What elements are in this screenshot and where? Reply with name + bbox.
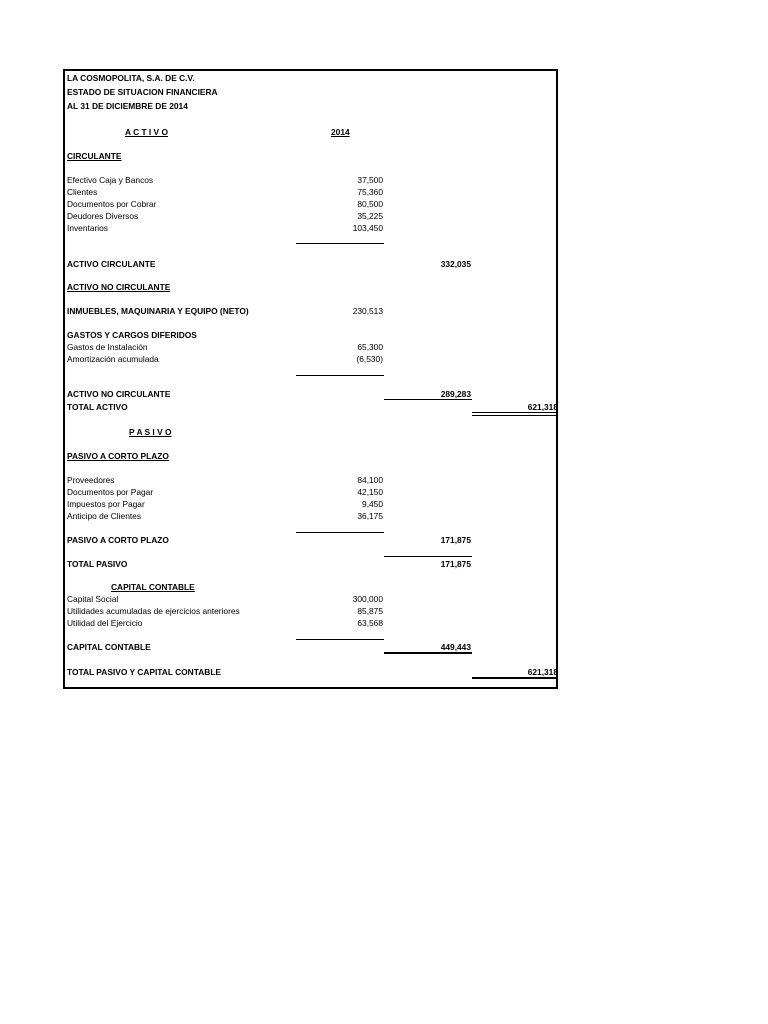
pasivo-corto-plazo-label: PASIVO A CORTO PLAZO: [67, 535, 169, 545]
grand-total-value: 621,318: [527, 667, 558, 677]
circulante-item-label: Inventarios: [67, 223, 108, 233]
pasivo-item-value: 9,450: [362, 499, 383, 509]
pasivo-item-value: 42,150: [357, 487, 383, 497]
company-name: LA COSMOPOLITA, S.A. DE C.V.: [67, 73, 195, 83]
total-double-line: [472, 412, 558, 416]
gastos-heading: GASTOS Y CARGOS DIFERIDOS: [67, 330, 197, 340]
capital-item-value: 85,875: [357, 606, 383, 616]
activo-no-circulante-total: 289,283: [440, 389, 471, 399]
pasivo-item-label: Impuestos por Pagar: [67, 499, 145, 509]
grand-total-label: TOTAL PASIVO Y CAPITAL CONTABLE: [67, 667, 222, 677]
statement-date: AL 31 DE DICIEMBRE DE 2014: [67, 101, 188, 111]
year-header: 2014: [331, 127, 350, 137]
pasivo-corto-plazo-heading: PASIVO A CORTO PLAZO: [67, 451, 169, 461]
total-activo-value: 621,318: [527, 402, 558, 412]
subtotal-line: [384, 556, 472, 557]
capital-heading: CAPITAL CONTABLE: [111, 582, 195, 592]
activo-circulante-total: 332,035: [440, 259, 471, 269]
pasivo-corto-plazo-total: 171,875: [440, 535, 471, 545]
pasivo-item-value: 36,175: [357, 511, 383, 521]
activo-title: A C T I V O: [125, 127, 168, 137]
circulante-item-label: Clientes: [67, 187, 98, 197]
no-circulante-heading: ACTIVO NO CIRCULANTE: [67, 282, 171, 292]
activo-no-circulante-label: ACTIVO NO CIRCULANTE: [67, 389, 171, 399]
total-pasivo-value: 171,875: [440, 559, 471, 569]
circulante-item-label: Efectivo Caja y Bancos: [67, 175, 154, 185]
capital-item-value: 63,568: [357, 618, 383, 628]
gastos-item-label: Gastos de Instalación: [67, 342, 148, 352]
subtotal-line: [384, 399, 472, 400]
circulante-heading: CIRCULANTE: [67, 151, 122, 161]
circulante-item-label: Documentos por Cobrar: [67, 199, 157, 209]
circulante-item-label: Deudores Diversos: [67, 211, 139, 221]
pasivo-title: P A S I V O: [129, 427, 172, 437]
activo-circulante-label: ACTIVO CIRCULANTE: [67, 259, 156, 269]
subtotal-line: [296, 375, 384, 376]
capital-contable-total: 449,443: [440, 642, 471, 652]
pasivo-item-value: 84,100: [357, 475, 383, 485]
gastos-item-value: 65,300: [357, 342, 383, 352]
circulante-item-value: 37,500: [357, 175, 383, 185]
statement-title: ESTADO DE SITUACION FINANCIERA: [67, 87, 218, 97]
capital-contable-label: CAPITAL CONTABLE: [67, 642, 151, 652]
capital-item-label: Capital Social: [67, 594, 119, 604]
pasivo-item-label: Anticipo de Clientes: [67, 511, 142, 521]
gastos-item-value: (6,530): [356, 354, 383, 364]
inmuebles-value: 230,513: [352, 306, 383, 316]
total-pasivo-label: TOTAL PASIVO: [67, 559, 128, 569]
subtotal-line: [296, 639, 384, 640]
capital-item-value: 300,000: [352, 594, 383, 604]
pasivo-item-label: Documentos por Pagar: [67, 487, 154, 497]
gastos-item-label: Amortización acumulada: [67, 354, 159, 364]
circulante-item-value: 75,360: [357, 187, 383, 197]
balance-sheet: [63, 69, 558, 689]
pasivo-item-label: Proveedores: [67, 475, 115, 485]
circulante-item-value: 103,450: [352, 223, 383, 233]
subtotal-line: [384, 652, 472, 654]
subtotal-line: [296, 532, 384, 533]
total-activo-label: TOTAL ACTIVO: [67, 402, 128, 412]
capital-item-label: Utilidades acumuladas de ejercicios anteriores: [67, 606, 240, 616]
circulante-item-value: 35,225: [357, 211, 383, 221]
inmuebles-label: INMUEBLES, MAQUINARIA Y EQUIPO (NETO): [67, 306, 249, 316]
total-line: [472, 677, 558, 679]
circulante-item-value: 80,500: [357, 199, 383, 209]
subtotal-line: [296, 243, 384, 244]
capital-item-label: Utilidad del Ejercicio: [67, 618, 143, 628]
